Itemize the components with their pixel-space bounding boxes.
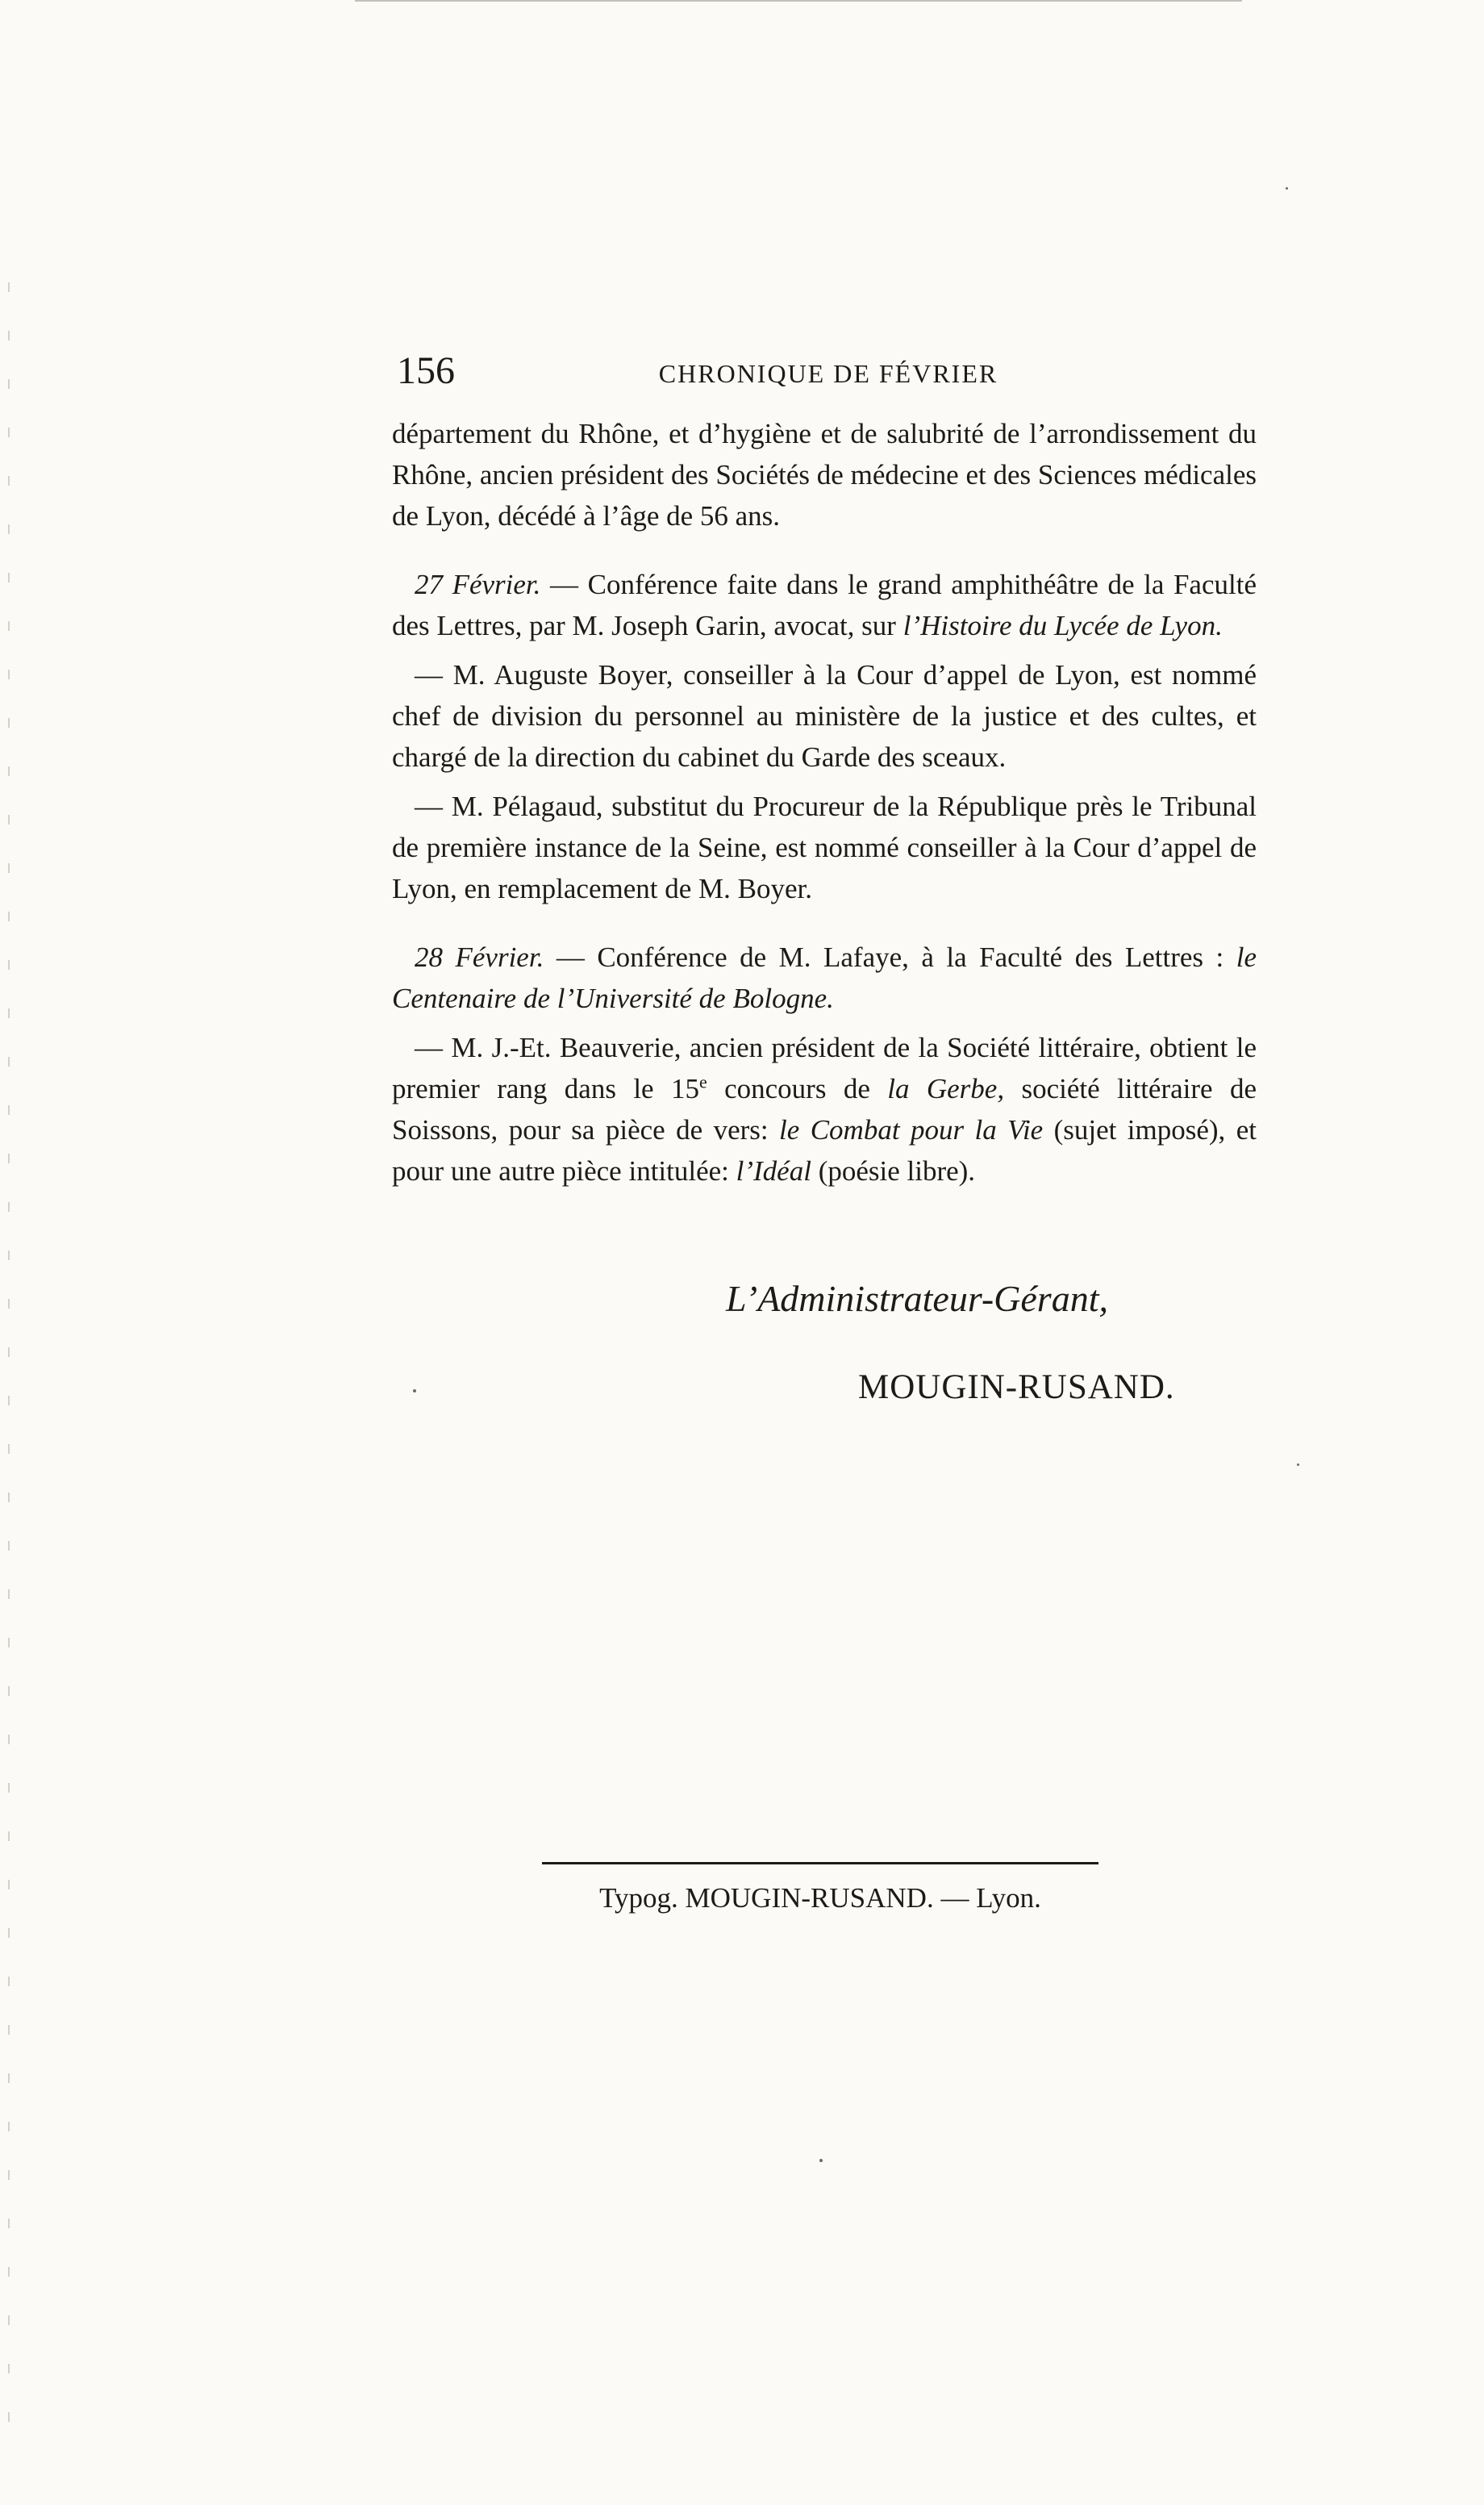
- paragraph-5: [392, 937, 1257, 1019]
- text-run: concours de: [707, 1073, 888, 1104]
- text-run: — M. J.-Et. Beauverie, ancien président de la Société littéraire, obtient le premier rang dans le 15: [392, 1032, 1257, 1104]
- entry-text: — Conférence faite dans le grand amphithéâtre de la Faculté des Lettres, par M. Joseph Garin, avocat, sur: [392, 569, 1257, 641]
- paragraph-1: département du Rhône, et d’hygiène et de salubrité de l’arrondissement du Rhône, ancien président des Sociétés de médecine et des Sciences médicales de Lyon, décédé à l’âge de 56 ans.: [392, 418, 1257, 532]
- poem-title: l’Idéal: [736, 1155, 811, 1187]
- paragraph-3: — M. Auguste Boyer, conseiller à la Cour d’appel de Lyon, est nommé chef de division du personnel au ministère de la justice et des cultes, et chargé de la direction du cabinet du Garde des sceaux.: [392, 659, 1257, 773]
- text-run: (poésie libre).: [811, 1155, 976, 1187]
- journal-title: la Gerbe,: [887, 1073, 1005, 1104]
- page-title: CHRONIQUE DE FÉVRIER: [658, 359, 998, 388]
- chronicle-text: [392, 413, 1257, 1192]
- paper-speck: [1297, 1463, 1299, 1466]
- paper-speck: [1286, 187, 1288, 190]
- page-number: 156: [397, 349, 455, 392]
- ordinal-superscript: e: [698, 1071, 707, 1092]
- printer-imprint: Typog. MOUGIN-RUSAND. — Lyon.: [599, 1882, 1041, 1914]
- poem-title: le Combat pour la Vie: [779, 1114, 1044, 1146]
- entry-date: 28 Février.: [415, 941, 544, 973]
- paragraph-2: [392, 564, 1257, 646]
- page-top-edge: [355, 0, 1242, 2]
- paragraph-4: — M. Pélagaud, substitut du Procureur de la République près le Tribunal de première instance de la Seine, est nommé conseiller à la Cour d’appel de Lyon, en remplacement de M. Boyer.: [392, 791, 1257, 904]
- paper-speck: [413, 1389, 416, 1392]
- page-left-edge: [8, 282, 10, 2461]
- paragraph-6: [392, 1027, 1257, 1192]
- signature-name: MOUGIN-RUSAND.: [858, 1368, 1175, 1406]
- entry-text: — Conférence de M. Lafaye, à la Faculté des Lettres :: [544, 941, 1236, 973]
- lecture-title: l’Histoire du Lycée de Lyon.: [902, 610, 1223, 641]
- signature-role: L’Administrateur-Gérant,: [726, 1278, 1108, 1319]
- imprint-rule: [542, 1862, 1098, 1864]
- text-run: société littéraire de Soissons, pour sa pièce de vers:: [392, 1073, 1257, 1146]
- lecture-title: le Centenaire de l’Université de Bologne.: [392, 941, 1257, 1014]
- paper-speck: [819, 2159, 823, 2162]
- running-head: [397, 347, 1260, 395]
- entry-date: 27 Février.: [415, 569, 541, 600]
- text-run: (sujet imposé), et pour une autre pièce intitulée:: [392, 1114, 1257, 1187]
